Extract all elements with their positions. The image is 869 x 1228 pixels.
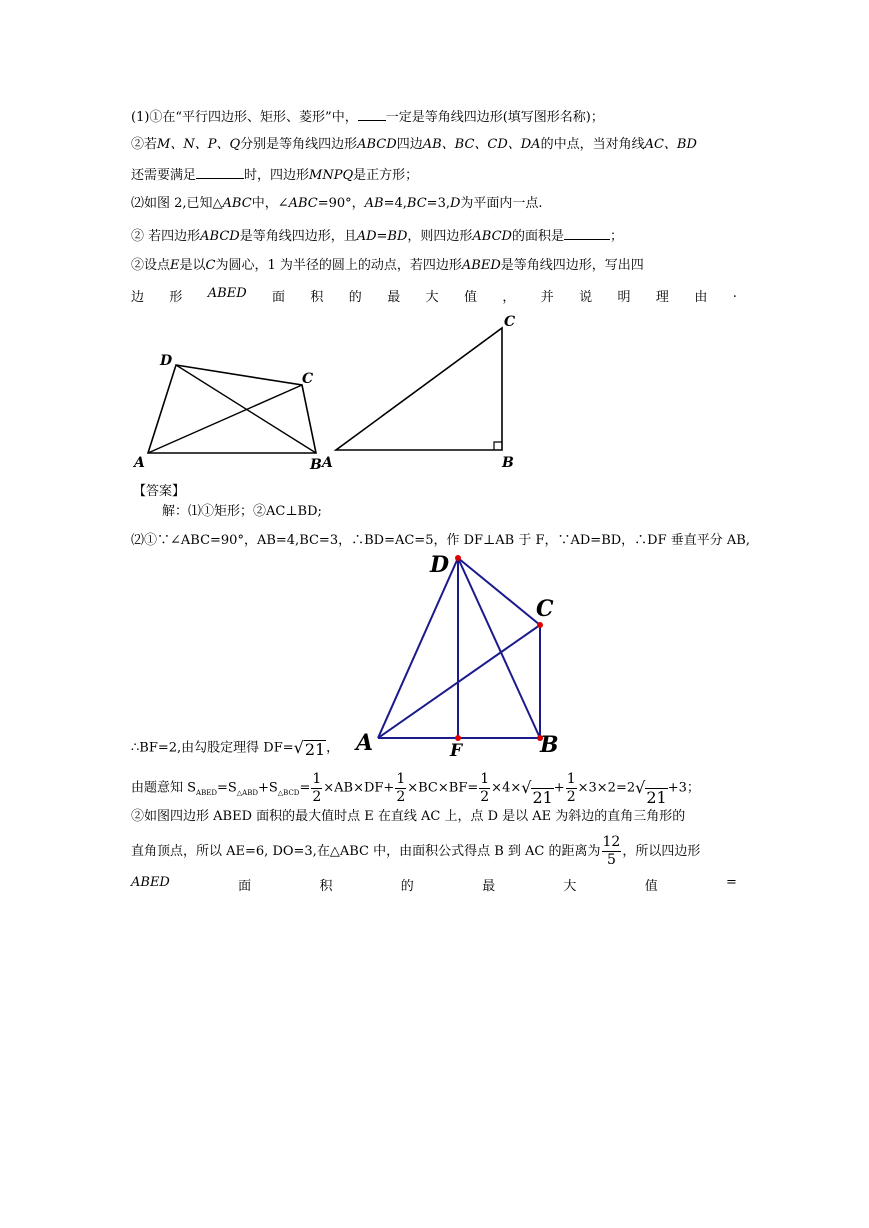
label-a: A: [134, 455, 145, 471]
text: 是等角线四边形，写出四: [500, 258, 644, 273]
figure-right-triangle: [320, 310, 530, 475]
text: 最: [387, 290, 401, 305]
text: 时，四边形: [244, 168, 310, 183]
figure-construction: [350, 548, 570, 758]
point-c: [537, 622, 543, 628]
text: ②设点: [131, 258, 171, 273]
label-d: D: [430, 552, 450, 578]
text: 值: [463, 290, 477, 305]
text: AB: [364, 196, 384, 211]
text: 大: [425, 290, 439, 305]
text: 的: [348, 290, 362, 305]
text: ，所以四边形: [622, 844, 701, 859]
text: 积: [310, 290, 324, 305]
text: 并: [540, 290, 554, 305]
sqrt-21: √ 21: [293, 738, 326, 759]
segment-db: [458, 558, 540, 738]
answer-title: 【答案】: [133, 484, 186, 499]
answer-line1: 解：⑴①矩形；②AC⊥BD;: [162, 504, 322, 519]
text: M、N、P、Q: [157, 137, 241, 152]
sqrt-radicand: 21: [304, 740, 326, 759]
q1-text-pre: (1)①在“平行四边形、矩形、菱形”中，: [131, 110, 358, 125]
quad-outline: [148, 365, 316, 453]
text: ② 若四边形: [131, 229, 201, 244]
text: D: [449, 196, 461, 211]
q1b-blank[interactable]: [196, 164, 244, 179]
text: 明: [617, 290, 631, 305]
label-d: D: [160, 353, 173, 369]
answer-line6: [131, 834, 700, 870]
text: +: [553, 780, 565, 796]
answer-line3: [131, 738, 339, 759]
answer-line4: [131, 770, 700, 811]
text: 的中点，当对角线: [540, 137, 645, 152]
text: 积: [319, 879, 333, 894]
diagonal-bd: [176, 365, 316, 453]
text: 为平面内一点.: [460, 196, 543, 211]
label-c: C: [536, 596, 554, 622]
fraction-num: 12: [602, 834, 621, 850]
text: 是正方形；: [353, 168, 419, 183]
text: 还需要满足: [131, 168, 197, 183]
text: 是以: [179, 258, 206, 273]
text: 分别是等角线四边形: [240, 137, 358, 152]
q1-blank[interactable]: [358, 106, 386, 121]
fraction-den: 2: [396, 788, 406, 805]
text: ②若: [131, 137, 158, 152]
text: 理: [655, 290, 669, 305]
text: MNPQ: [309, 168, 354, 183]
point-d: [455, 555, 461, 561]
q2-line: [131, 194, 543, 214]
text: 直角顶点，所以 AE=6, DO=3,在△ABC 中，由面积公式得点 B 到 AC 的距离为: [131, 844, 601, 859]
fraction-den: 2: [566, 788, 576, 805]
fraction-den: 2: [312, 788, 322, 805]
text: ⑵如图 2,已知△: [131, 196, 223, 211]
sqrt-21: √ 21: [635, 778, 667, 807]
text: E: [170, 258, 180, 273]
text: 说: [579, 290, 593, 305]
text: ABED: [207, 286, 247, 301]
fraction-num: 1: [566, 770, 576, 787]
triangle-outline: [336, 328, 502, 450]
text: 中，∠: [251, 196, 289, 211]
q1b-line1: [131, 135, 697, 155]
q2b-line: [131, 256, 644, 276]
text: BC: [406, 196, 427, 211]
text: ；: [610, 229, 624, 244]
label-a: A: [322, 455, 333, 471]
text: 值: [644, 879, 658, 894]
text: 面: [238, 879, 252, 894]
fraction-half: [479, 771, 490, 806]
text: ABCD: [357, 137, 397, 152]
text: =90°，: [317, 196, 365, 211]
sqrt-radicand: 21: [532, 788, 553, 807]
text: AC、BD: [644, 137, 697, 152]
text: 最: [482, 879, 496, 894]
label-b: B: [502, 455, 514, 471]
text: =S: [216, 780, 237, 796]
subscript: △ABD: [236, 789, 258, 798]
text: ×4×: [491, 780, 522, 796]
q2b-spread-line: [131, 286, 737, 305]
answer-spread-line: [131, 875, 737, 894]
text: =: [299, 780, 311, 796]
label-f: F: [450, 741, 463, 758]
text: .: [732, 286, 737, 301]
fraction-den: 2: [480, 788, 490, 805]
label-b: B: [310, 457, 322, 473]
subscript: ABED: [196, 789, 217, 798]
text: ABCD: [200, 229, 240, 244]
text: ABC: [222, 196, 252, 211]
text: 边: [131, 290, 145, 305]
q2a-line: [131, 225, 623, 247]
text: +3；: [667, 780, 700, 796]
text: =: [726, 875, 737, 890]
answer-line2: ⑵①∵∠ABC=90°，AB=4,BC=3，∴BD=AC=5，作 DF⊥AB 于 F，∵AD=BD，∴DF 垂直平分 AB,: [131, 533, 750, 548]
text: 是等角线四边形，且: [239, 229, 357, 244]
q1-line: [131, 106, 604, 128]
text: AD=BD: [356, 229, 408, 244]
text: ABC: [288, 196, 318, 211]
text: 大: [563, 879, 577, 894]
text: +S: [257, 780, 278, 796]
answer-line5: ②如图四边形 ABED 面积的最大值时点 E 在直线 AC 上，点 D 是以 AE 为斜边的直角三角形的: [131, 809, 686, 824]
q2a-blank[interactable]: [564, 225, 610, 240]
sqrt-radicand: 21: [646, 788, 667, 807]
label-b: B: [540, 732, 559, 758]
text: ，则四边形: [407, 229, 473, 244]
text: ×BC×BF=: [407, 780, 479, 796]
text: ∴BF=2,由勾股定理得 DF=: [131, 740, 294, 756]
text: =3,: [426, 196, 450, 211]
text: ×AB×DF+: [323, 780, 395, 796]
text: ，: [502, 290, 516, 305]
fraction-num: 1: [312, 770, 322, 787]
text: ABCD: [472, 229, 512, 244]
label-c: C: [302, 371, 314, 387]
text: ×3×2=2: [577, 780, 636, 796]
fraction-half: [566, 771, 577, 806]
label-c: C: [504, 314, 516, 330]
text: 由: [694, 290, 708, 305]
right-angle-mark: [494, 442, 502, 450]
text: ABED: [461, 258, 501, 273]
text: AB、BC、CD、DA: [422, 137, 541, 152]
segment-dc: [458, 558, 540, 625]
subscript: △BCD: [277, 789, 300, 798]
label-a: A: [356, 730, 374, 756]
text: 的面积是: [511, 229, 564, 244]
text: =4,: [383, 196, 407, 211]
fraction-den: 5: [606, 852, 616, 868]
text: ，: [326, 740, 340, 756]
text: C: [205, 258, 216, 273]
q1-text-post: 一定是等角线四边形(填写图形名称)；: [385, 110, 604, 125]
text: 的: [400, 879, 414, 894]
text: 形: [169, 290, 183, 305]
fraction-half: [311, 771, 322, 806]
sqrt-21: √ 21: [521, 778, 553, 807]
text: 为圆心，1 为半径的圆上的动点，若四边形: [215, 258, 462, 273]
fraction-num: 1: [480, 770, 490, 787]
text: 由题意知 S: [131, 780, 197, 796]
fraction-num: 1: [396, 770, 406, 787]
q1b-line2: [131, 164, 418, 186]
fraction-12-5: [602, 834, 622, 869]
text: ABED: [131, 875, 170, 890]
fraction-half: [395, 771, 406, 806]
text: 四边: [396, 137, 423, 152]
figure-quadrilateral: [130, 345, 330, 475]
text: 面: [272, 290, 286, 305]
